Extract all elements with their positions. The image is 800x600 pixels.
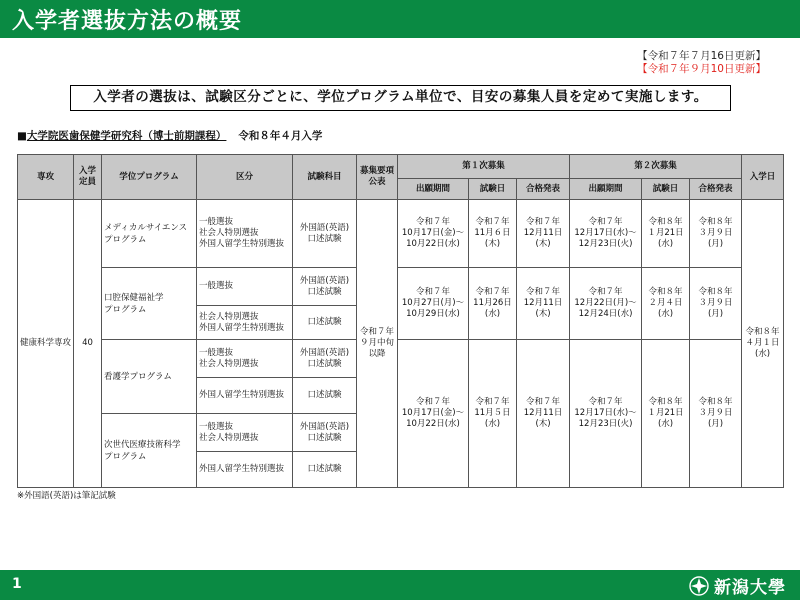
subjects-cell: 口述試験 — [293, 306, 357, 340]
category-cell: 一般選抜 社会人特別選抜 — [197, 340, 293, 378]
header-r1-exam: 試験日 — [469, 179, 517, 200]
major-cell: 健康科学専攻 — [18, 200, 74, 488]
header-category: 区分 — [197, 155, 293, 200]
r1-apply-cell: 令和７年 10月27日(月)～ 10月29日(水) — [398, 268, 469, 340]
subjects-cell: 外国語(英語) 口述試験 — [293, 200, 357, 268]
guide-cell: 令和７年 ９月中旬 以降 — [357, 200, 398, 488]
r1-apply-cell: 令和７年 10月17日(金)～ 10月22日(水) — [398, 340, 469, 488]
r1-result-cell: 令和７年 12月11日 (木) — [517, 200, 570, 268]
header-r1-result: 合格発表 — [517, 179, 570, 200]
category-cell: 外国人留学生特別選抜 — [197, 378, 293, 414]
program-oral-health-welfare: 口腔保健福祉学 プログラム — [102, 268, 197, 340]
header-r1-apply: 出願期間 — [398, 179, 469, 200]
r2-exam-cell: 令和８年 ２月４日 (水) — [642, 268, 690, 340]
capacity-cell: 40 — [74, 200, 102, 488]
program-nursing: 看護学プログラム — [102, 340, 197, 414]
header-guide: 募集要項 公表 — [357, 155, 398, 200]
r2-result-cell: 令和８年 ３月９日 (月) — [690, 340, 742, 488]
update-note-2: 【令和７年９月10日更新】 — [637, 63, 766, 75]
section-marker: ■ — [17, 130, 27, 142]
subjects-cell: 口述試験 — [293, 378, 357, 414]
header-round-1: 第１次募集 — [398, 155, 570, 179]
r2-apply-cell: 令和７年 12月17日(水)～ 12月23日(火) — [570, 340, 642, 488]
r1-result-cell: 令和７年 12月11日 (木) — [517, 340, 570, 488]
header-enroll: 入学日 — [742, 155, 784, 200]
subjects-cell: 口述試験 — [293, 452, 357, 488]
table-row — [18, 268, 784, 306]
category-cell: 一般選抜 社会人特別選抜 — [197, 414, 293, 452]
category-cell: 一般選抜 — [197, 268, 293, 306]
university-name: 新潟大學 — [714, 578, 786, 598]
header-r2-result: 合格発表 — [690, 179, 742, 200]
header-round-2: 第２次募集 — [570, 155, 742, 179]
section-heading — [17, 128, 322, 143]
category-cell: 社会人特別選抜 外国人留学生特別選抜 — [197, 306, 293, 340]
schedule-table — [17, 154, 784, 488]
header-program: 学位プログラム — [102, 155, 197, 200]
r1-exam-cell: 令和７年 11月５日 (水) — [469, 340, 517, 488]
update-note-1: 【令和７年７月16日更新】 — [637, 50, 766, 62]
header-bar — [0, 0, 800, 38]
r2-apply-cell: 令和７年 12月17日(水)～ 12月23日(火) — [570, 200, 642, 268]
university-logo — [688, 573, 786, 598]
summary-box: 入学者の選抜は、試験区分ごとに、学位プログラム単位で、目安の募集人員を定めて実施します。 — [70, 85, 731, 111]
footnote: ※外国語(英語)は筆記試験 — [17, 491, 116, 501]
entry-term: 令和８年４月入学 — [238, 130, 323, 142]
header-r2-exam: 試験日 — [642, 179, 690, 200]
r2-apply-cell: 令和７年 12月22日(月)～ 12月24日(水) — [570, 268, 642, 340]
table-row — [18, 200, 784, 268]
header-r2-apply: 出願期間 — [570, 179, 642, 200]
category-cell: 一般選抜 社会人特別選抜 外国人留学生特別選抜 — [197, 200, 293, 268]
r1-apply-cell: 令和７年 10月17日(金)～ 10月22日(水) — [398, 200, 469, 268]
category-cell: 外国人留学生特別選抜 — [197, 452, 293, 488]
update-notes — [637, 50, 766, 76]
r2-result-cell: 令和８年 ３月９日 (月) — [690, 268, 742, 340]
table-header-row-1 — [18, 155, 784, 179]
header-subjects: 試験科目 — [293, 155, 357, 200]
r1-exam-cell: 令和７年 11月26日 (水) — [469, 268, 517, 340]
footer-bar — [0, 570, 800, 600]
r2-result-cell: 令和８年 ３月９日 (月) — [690, 200, 742, 268]
page-number: 1 — [12, 576, 22, 592]
subjects-cell: 外国語(英語) 口述試験 — [293, 414, 357, 452]
program-next-gen-medical-tech: 次世代医療技術科学 プログラム — [102, 414, 197, 488]
r1-result-cell: 令和７年 12月11日 (木) — [517, 268, 570, 340]
subjects-cell: 外国語(英語) 口述試験 — [293, 340, 357, 378]
program-medical-science: メディカルサイエンス プログラム — [102, 200, 197, 268]
header-capacity: 入学 定員 — [74, 155, 102, 200]
r2-exam-cell: 令和８年 １月21日 (水) — [642, 200, 690, 268]
r2-exam-cell: 令和８年 １月21日 (水) — [642, 340, 690, 488]
table-row — [18, 340, 784, 378]
enroll-cell: 令和８年 ４月１日 (水) — [742, 200, 784, 488]
subjects-cell: 外国語(英語) 口述試験 — [293, 268, 357, 306]
university-emblem-icon — [688, 575, 710, 597]
header-major: 専攻 — [18, 155, 74, 200]
graduate-school-name: 大学院医歯保健学研究科（博士前期課程） — [26, 130, 227, 142]
r1-exam-cell: 令和７年 11月６日 (木) — [469, 200, 517, 268]
page-title: 入学者選抜方法の概要 — [12, 9, 243, 34]
